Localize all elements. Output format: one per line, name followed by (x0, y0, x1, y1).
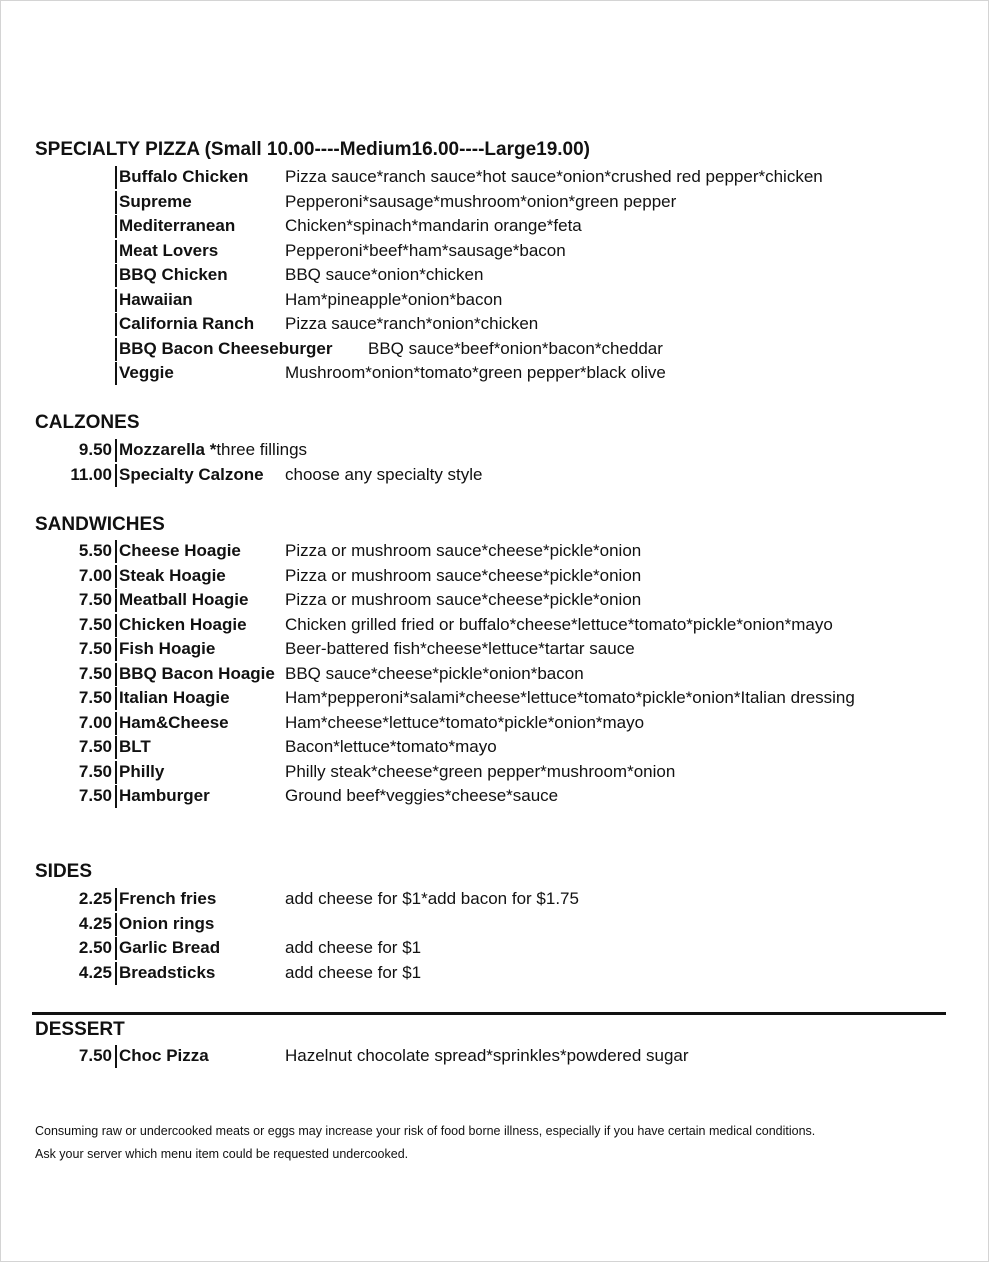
item-price: 5.50 (78, 541, 112, 560)
sides-list (0, 887, 989, 985)
item-description: add cheese for $1 (285, 962, 422, 982)
list-item (0, 463, 989, 488)
list-item (0, 760, 989, 785)
calzones-list (0, 438, 989, 487)
divider (115, 888, 117, 911)
item-name: Breadsticks (119, 962, 216, 982)
item-description: Beer-battered fish*cheese*lettuce*tartar sauce (285, 639, 635, 658)
item-name: BBQ Bacon Cheeseburger (119, 338, 333, 358)
item-name: Hamburger (119, 786, 210, 805)
item-name: Buffalo Chicken (119, 167, 249, 186)
item-price: 7.50 (78, 688, 112, 707)
item-name (119, 438, 307, 463)
divider (115, 313, 117, 336)
divider (115, 264, 117, 287)
item-price: 7.50 (78, 590, 112, 609)
list-item (0, 1044, 989, 1069)
item-name: Veggie (119, 363, 174, 382)
list-item (0, 214, 989, 239)
item-name: Cheese Hoagie (119, 541, 241, 560)
item-price: 7.00 (78, 565, 112, 585)
section-title-specialty-pizza: SPECIALTY PIZZA (Small 10.00----Medium16.00----Large19.00) (35, 139, 591, 160)
item-price: 7.50 (78, 737, 112, 756)
divider (115, 663, 117, 686)
divider (115, 565, 117, 588)
item-description: choose any specialty style (285, 464, 483, 484)
divider (115, 540, 117, 563)
divider (115, 785, 117, 808)
divider (115, 913, 117, 936)
item-description: Pepperoni*sausage*mushroom*onion*green pepper (285, 191, 677, 211)
item-price: 2.25 (78, 889, 112, 908)
section-title-dessert: DESSERT (35, 1019, 125, 1040)
item-name: Philly (119, 761, 165, 781)
item-name: Onion rings (119, 913, 215, 933)
list-item (0, 912, 989, 937)
list-item (0, 711, 989, 736)
item-description: Chicken*spinach*mandarin orange*feta (285, 216, 582, 235)
divider (115, 638, 117, 661)
divider (115, 464, 117, 487)
item-name-text: Mozzarella * (119, 440, 217, 459)
item-description: Mushroom*onion*tomato*green pepper*black olive (285, 363, 666, 382)
item-name: Meat Lovers (119, 240, 219, 260)
item-description: three fillings (216, 440, 308, 459)
list-item (0, 936, 989, 961)
list-item (0, 564, 989, 589)
item-description: BBQ sauce*beef*onion*bacon*cheddar (368, 338, 663, 358)
item-description: Pizza or mushroom sauce*cheese*pickle*onion (285, 565, 642, 585)
list-item (0, 165, 989, 190)
divider (115, 289, 117, 312)
divider (115, 191, 117, 214)
item-description: Pizza or mushroom sauce*cheese*pickle*onion (285, 590, 642, 609)
list-item (0, 735, 989, 760)
item-description: Pepperoni*beef*ham*sausage*bacon (285, 240, 566, 260)
divider (115, 937, 117, 960)
list-item (0, 613, 989, 638)
item-name: Steak Hoagie (119, 565, 226, 585)
section-divider-rule (32, 1012, 946, 1015)
item-name: French fries (119, 889, 217, 908)
item-name: Ham&Cheese (119, 712, 229, 732)
list-item (0, 288, 989, 313)
item-price: 7.50 (78, 761, 112, 781)
item-name: California Ranch (119, 314, 255, 333)
item-description: Pizza or mushroom sauce*cheese*pickle*onion (285, 541, 642, 560)
divider (115, 712, 117, 735)
list-item (0, 588, 989, 613)
item-name: Choc Pizza (119, 1046, 209, 1065)
item-price: 9.50 (78, 440, 112, 459)
item-name: BBQ Bacon Hoagie (119, 663, 275, 683)
item-price: 2.50 (78, 938, 112, 957)
item-price: 4.25 (78, 913, 112, 933)
item-name: BBQ Chicken (119, 265, 228, 284)
item-price: 11.00 (70, 464, 112, 484)
section-title-sides: SIDES (35, 861, 93, 882)
item-name: BLT (119, 737, 151, 756)
item-description: Hazelnut chocolate spread*sprinkles*powdered sugar (285, 1046, 689, 1065)
item-description: Pizza sauce*ranch*onion*chicken (285, 314, 539, 333)
item-description: Ham*pepperoni*salami*cheese*lettuce*tomato*pickle*onion*Italian dressing (285, 688, 855, 707)
item-name: Fish Hoagie (119, 639, 216, 658)
disclaimer-line-1: Consuming raw or undercooked meats or eggs may increase your risk of food borne illness, especially if you have certain medical conditions. (35, 1124, 816, 1138)
item-price: 7.50 (78, 1046, 112, 1065)
divider (115, 687, 117, 710)
item-name: Hawaiian (119, 289, 193, 309)
divider (115, 362, 117, 385)
list-item (0, 312, 989, 337)
list-item (0, 337, 989, 362)
section-title-calzones: CALZONES (35, 412, 140, 433)
item-price: 7.50 (78, 614, 112, 634)
list-item (0, 539, 989, 564)
dessert-list (0, 1044, 989, 1069)
divider (115, 338, 117, 361)
item-price: 7.50 (78, 663, 112, 683)
list-item (0, 784, 989, 809)
list-item (0, 263, 989, 288)
list-item (0, 662, 989, 687)
specialty-pizza-list (0, 165, 989, 386)
divider (115, 1045, 117, 1068)
list-item (0, 961, 989, 986)
disclaimer-line-2: Ask your server which menu item could be requested undercooked. (35, 1147, 409, 1161)
item-description: Ham*cheese*lettuce*tomato*pickle*onion*mayo (285, 712, 645, 732)
divider (115, 215, 117, 238)
list-item (0, 686, 989, 711)
divider (115, 439, 117, 462)
item-description: Ham*pineapple*onion*bacon (285, 289, 503, 309)
item-description: add cheese for $1 (285, 938, 422, 957)
item-name: Specialty Calzone (119, 464, 264, 484)
item-name: Mediterranean (119, 216, 236, 235)
item-price: 7.50 (78, 786, 112, 805)
divider (115, 962, 117, 985)
item-description: Chicken grilled fried or buffalo*cheese*lettuce*tomato*pickle*onion*mayo (285, 614, 833, 634)
list-item (0, 887, 989, 912)
item-name: Supreme (119, 191, 192, 211)
item-name: Meatball Hoagie (119, 590, 249, 609)
divider (115, 614, 117, 637)
list-item (0, 190, 989, 215)
divider (115, 240, 117, 263)
divider (115, 166, 117, 189)
item-price: 4.25 (78, 962, 112, 982)
list-item (0, 361, 989, 386)
item-name: Garlic Bread (119, 938, 221, 957)
item-description: Philly steak*cheese*green pepper*mushroom*onion (285, 761, 676, 781)
item-price: 7.50 (78, 639, 112, 658)
item-description: add cheese for $1*add bacon for $1.75 (285, 889, 579, 908)
sandwiches-list (0, 539, 989, 809)
item-name: Italian Hoagie (119, 688, 230, 707)
divider (115, 761, 117, 784)
item-name: Chicken Hoagie (119, 614, 247, 634)
divider (115, 736, 117, 759)
list-item (0, 438, 989, 463)
item-price: 7.00 (78, 712, 112, 732)
item-description: Bacon*lettuce*tomato*mayo (285, 737, 497, 756)
list-item (0, 637, 989, 662)
item-description: Ground beef*veggies*cheese*sauce (285, 786, 559, 805)
list-item (0, 239, 989, 264)
item-description: BBQ sauce*cheese*pickle*onion*bacon (285, 663, 584, 683)
item-description: Pizza sauce*ranch sauce*hot sauce*onion*crushed red pepper*chicken (285, 167, 823, 186)
divider (115, 589, 117, 612)
section-title-sandwiches: SANDWICHES (35, 514, 165, 535)
item-description: BBQ sauce*onion*chicken (285, 265, 484, 284)
